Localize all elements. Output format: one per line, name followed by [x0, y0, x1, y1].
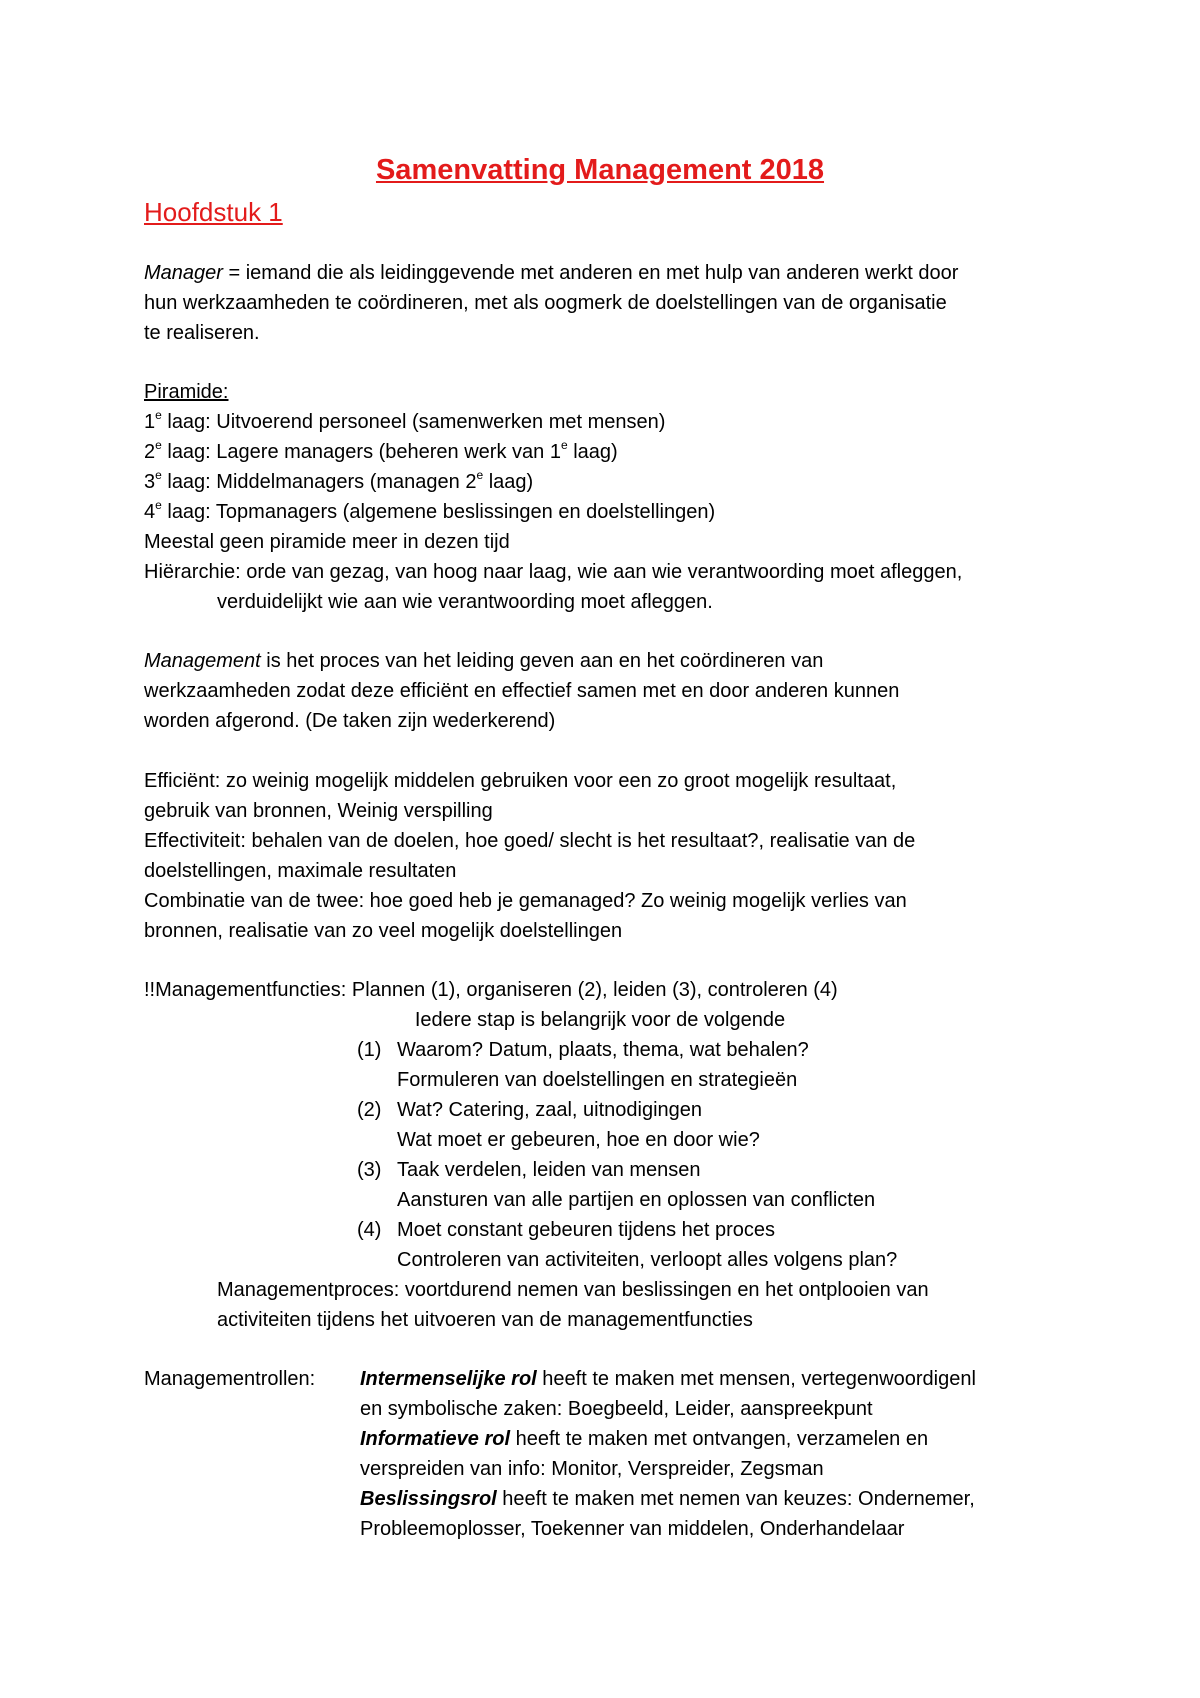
rol-informatief: Informatieve rol heeft te maken met ontvangen, verzamelen en	[360, 1428, 929, 1450]
manager-term: Manager	[144, 262, 223, 284]
rol-informatief-detail: verspreiden van info: Monitor, Verspreider, Zegsman	[360, 1458, 824, 1480]
management-term: Management	[144, 650, 261, 672]
piramide-layer-2: 2e laag: Lagere managers (beheren werk van 1e laag)	[144, 438, 618, 463]
management-definition-line: werkzaamheden zodat deze efficiënt en effectief samen met en door anderen kunnen	[144, 680, 900, 702]
rol-beslissing: Beslissingsrol heeft te maken met nemen van keuzes: Ondernemer,	[360, 1488, 975, 1510]
functie-item: (3) Taak verdelen, leiden van mensen	[357, 1159, 701, 1181]
rol-intermenselijk-detail: en symbolische zaken: Boegbeeld, Leider, aanspreekpunt	[360, 1398, 873, 1420]
managementproces-line: activiteiten tijdens het uitvoeren van de managementfuncties	[217, 1309, 753, 1331]
functie-item: (4) Moet constant gebeuren tijdens het proces	[357, 1219, 776, 1241]
functie-item-detail: Formuleren van doelstellingen en strategieën	[397, 1069, 798, 1091]
functies-subheading: Iedere stap is belangrijk voor de volgende	[414, 1009, 786, 1031]
functie-item: (2) Wat? Catering, zaal, uitnodigingen	[357, 1099, 702, 1121]
rol-beslissing-detail: Probleemoplosser, Toekenner van middelen, Onderhandelaar	[360, 1518, 905, 1540]
rol-intermenselijk: Intermenselijke rol heeft te maken met mensen, vertegenwoordigenl	[360, 1368, 976, 1390]
piramide-layer-1: 1e laag: Uitvoerend personeel (samenwerken met mensen)	[144, 408, 666, 433]
managementproces-line: Managementproces: voortdurend nemen van beslissingen en het ontplooien van	[217, 1279, 929, 1301]
piramide-layer-4: 4e laag: Topmanagers (algemene beslissingen en doelstellingen)	[144, 498, 716, 523]
management-definition-line: worden afgerond. (De taken zijn wederkerend)	[144, 710, 556, 732]
functies-heading: !!Managementfuncties: Plannen (1), organiseren (2), leiden (3), controleren (4)	[144, 979, 838, 1001]
functie-item-detail: Aansturen van alle partijen en oplossen van conflicten	[397, 1189, 876, 1211]
manager-definition-line: hun werkzaamheden te coördineren, met als oogmerk de doelstellingen van de organisatie	[144, 292, 947, 314]
piramide-heading: Piramide:	[144, 381, 229, 403]
manager-definition-line: te realiseren.	[144, 322, 260, 344]
piramide-layer-3: 3e laag: Middelmanagers (managen 2e laag)	[144, 468, 534, 493]
document-title: Samenvatting Management 2018	[375, 154, 825, 186]
efficiency-line: Efficiënt: zo weinig mogelijk middelen gebruiken voor een zo groot mogelijk resultaat,	[144, 770, 897, 792]
piramide-note: Meestal geen piramide meer in dezen tijd	[144, 531, 510, 553]
effectiveness-line: doelstellingen, maximale resultaten	[144, 860, 457, 882]
functie-item-detail: Wat moet er gebeuren, hoe en door wie?	[397, 1129, 760, 1151]
combination-line: Combinatie van de twee: hoe goed heb je gemanaged? Zo weinig mogelijk verlies van	[144, 890, 907, 912]
rollen-label: Managementrollen:	[144, 1368, 316, 1390]
effectiveness-line: Effectiviteit: behalen van de doelen, hoe goed/ slecht is het resultaat?, realisatie van de	[144, 830, 916, 852]
management-definition-line: Management is het proces van het leiding geven aan en het coördineren van	[144, 650, 824, 672]
manager-definition-line: Manager = iemand die als leidinggevende met anderen en met hulp van anderen werkt door	[144, 262, 959, 284]
combination-line: bronnen, realisatie van zo veel mogelijk doelstellingen	[144, 920, 623, 942]
functie-item: (1) Waarom? Datum, plaats, thema, wat behalen?	[357, 1039, 809, 1061]
chapter-heading: Hoofdstuk 1	[144, 197, 283, 227]
functie-item-detail: Controleren van activiteiten, verloopt alles volgens plan?	[397, 1249, 898, 1271]
hierarchie-line: verduidelijkt wie aan wie verantwoording moet afleggen.	[217, 591, 713, 613]
hierarchie-line: Hiërarchie: orde van gezag, van hoog naar laag, wie aan wie verantwoording moet afleggen,	[144, 561, 963, 583]
efficiency-line: gebruik van bronnen, Weinig verspilling	[144, 800, 493, 822]
